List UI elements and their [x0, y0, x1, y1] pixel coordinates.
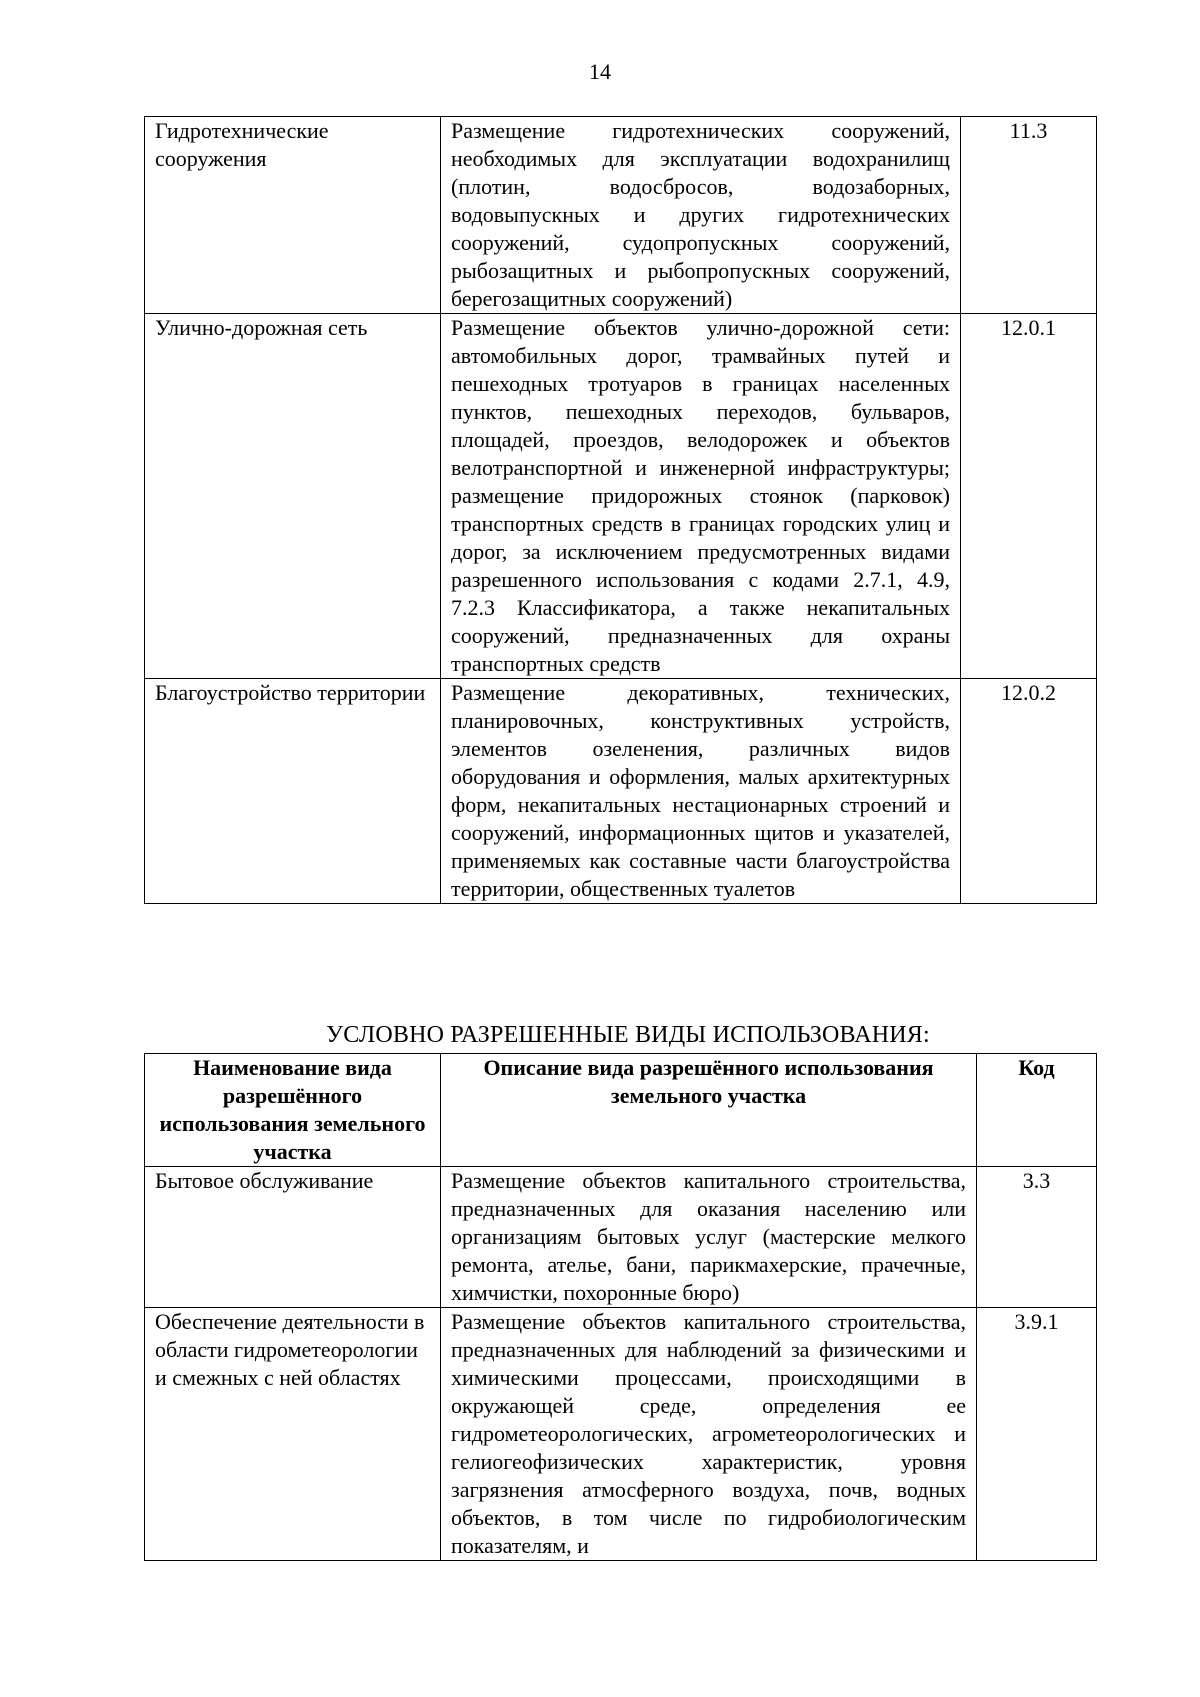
use-code: 3.9.1: [977, 1308, 1097, 1561]
conditionally-permitted-uses-table: [144, 1053, 1097, 1561]
use-code: 12.0.2: [961, 679, 1097, 904]
use-code: 11.3: [961, 117, 1097, 314]
table-row: [145, 314, 1097, 679]
table-row: [145, 1167, 1097, 1308]
use-name: Бытовое обслуживание: [145, 1167, 441, 1308]
page-number: 14: [589, 59, 611, 84]
use-code: 12.0.1: [961, 314, 1097, 679]
use-description: Размещение гидротехнических сооружений, необходимых для эксплуатации водохранилищ (плотин, водосбросов, водозаборных, водовыпускных и других гидротехнических сооружений, судопропускных сооружений, рыбозащитных и рыбопропускных сооружений, берегозащитных сооружений): [441, 117, 961, 314]
use-name: Благоустройство территории: [145, 679, 441, 904]
use-code: 3.3: [977, 1167, 1097, 1308]
section-title: УСЛОВНО РАЗРЕШЕННЫЕ ВИДЫ ИСПОЛЬЗОВАНИЯ:: [326, 1022, 930, 1048]
header-description: Описание вида разрешённого использования земельного участка: [441, 1054, 977, 1167]
use-description: Размещение объектов улично-дорожной сети: автомобильных дорог, трамвайных путей и пешеходных тротуаров в границах населенных пунктов, пешеходных переходов, бульваров, площадей, проездов, велодорожек и объектов велотранспортной и инженерной инфраструктуры; размещение придорожных стоянок (парковок) транспортных средств в границах городских улиц и дорог, за исключением предусмотренных видами разрешенного использования с кодами 2.7.1, 4.9, 7.2.3 Классификатора, а также некапитальных сооружений, предназначенных для охраны транспортных средств: [441, 314, 961, 679]
use-name: Гидротехнические сооружения: [145, 117, 441, 314]
use-name: Обеспечение деятельности в области гидрометеорологии и смежных с ней областях: [145, 1308, 441, 1561]
use-name: Улично-дорожная сеть: [145, 314, 441, 679]
use-description: Размещение объектов капитального строительства, предназначенных для наблюдений за физическими и химическими процессами, происходящими в окружающей среде, определения ее гидрометеорологических, агрометеорологических и гелиогеофизических характеристик, уровня загрязнения атмосферного воздуха, почв, водных объектов, в том числе по гидробиологическим показателям, и: [441, 1308, 977, 1561]
header-name: Наименование вида разрешённого использования земельного участка: [145, 1054, 441, 1167]
header-code: Код: [977, 1054, 1097, 1167]
use-description: Размещение декоративных, технических, планировочных, конструктивных устройств, элементов озеленения, различных видов оборудования и оформления, малых архитектурных форм, некапитальных нестационарных строений и сооружений, информационных щитов и указателей, применяемых как составные части благоустройства территории, общественных туалетов: [441, 679, 961, 904]
table-row: [145, 679, 1097, 904]
table-row: [145, 1308, 1097, 1561]
use-description: Размещение объектов капитального строительства, предназначенных для оказания населению или организациям бытовых услуг (мастерские мелкого ремонта, ателье, бани, парикмахерские, прачечные, химчистки, похоронные бюро): [441, 1167, 977, 1308]
permitted-uses-table: [144, 116, 1097, 904]
table-header-row: [145, 1054, 1097, 1167]
table-row: [145, 117, 1097, 314]
